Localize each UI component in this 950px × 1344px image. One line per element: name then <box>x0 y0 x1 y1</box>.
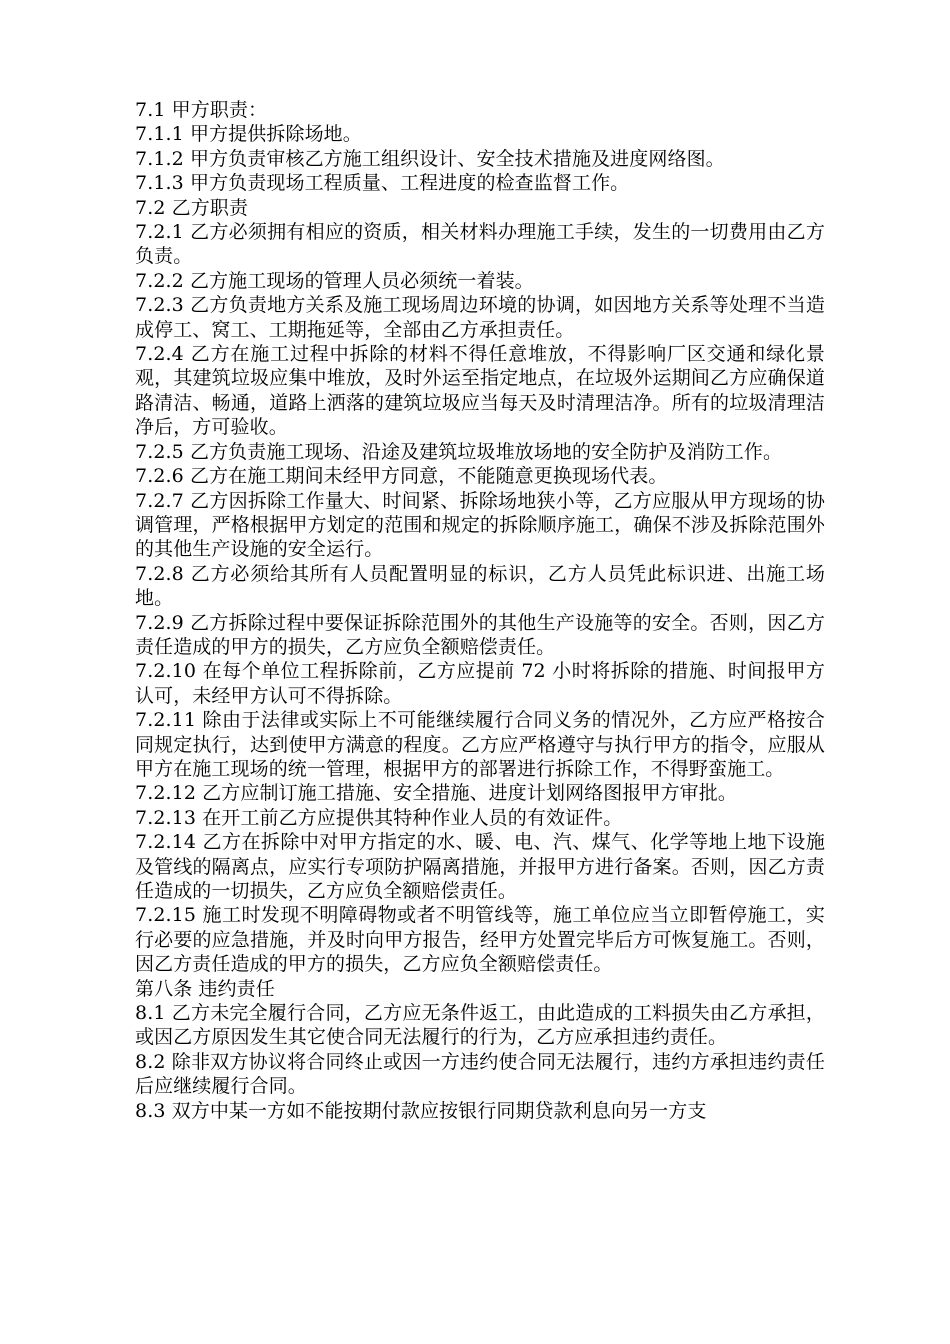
clause-7-1-1: 7.1.1 甲方提供拆除场地。 <box>135 123 362 146</box>
clause-7-1-3: 7.1.3 甲方负责现场工程质量、工程进度的检查监督工作。 <box>135 172 630 195</box>
clause-7-2-10: 7.2.10 在每个单位工程拆除前，乙方应提前 72 小时将拆除的措施、时间报甲方认可，未经甲方认可不得拆除。 <box>135 660 825 707</box>
clause-8-1: 8.1 乙方未完全履行合同，乙方应无条件返工，由此造成的工料损失由乙方承担，或因乙方原因发生其它使合同无法履行的行为，乙方应承担违约责任。 <box>135 1002 825 1049</box>
section-heading-7-1: 7.1 甲方职责： <box>135 99 268 121</box>
clause-7-2-2: 7.2.2 乙方施工现场的管理人员必须统一着装。 <box>135 269 534 292</box>
clause-7-2-5: 7.2.5 乙方负责施工现场、沿途及建筑垃圾堆放场地的安全防护及消防工作。 <box>135 440 783 463</box>
clause-7-2-4: 7.2.4 乙方在施工过程中拆除的材料不得任意堆放，不得影响厂区交通和绿化景观，其建筑垃圾应集中堆放，及时外运至指定地点，在垃圾外运期间乙方应确保道路清洁、畅通，道路上洒落的建筑垃圾应当每天及时清理洁净。所有的垃圾清理洁净后，方可验收。 <box>135 343 825 439</box>
clause-7-2-12: 7.2.12 乙方应制订施工措施、安全措施、进度计划网络图报甲方审批。 <box>135 782 737 805</box>
clause-7-2-1: 7.2.1 乙方必须拥有相应的资质，相关材料办理施工手续，发生的一切费用由乙方负责。 <box>135 221 825 268</box>
clause-7-2-6: 7.2.6 乙方在施工期间未经甲方同意，不能随意更换现场代表。 <box>135 465 668 488</box>
clause-7-2-3: 7.2.3 乙方负责地方关系及施工现场周边环境的协调，如因地方关系等处理不当造成停工、窝工、工期拖延等，全部由乙方承担责任。 <box>135 294 825 341</box>
document-body <box>135 98 825 1123</box>
clause-8-2: 8.2 除非双方协议将合同终止或因一方违约使合同无法履行，违约方承担违约责任后应继续履行合同。 <box>135 1050 825 1098</box>
article-heading-8: 第八条 违约责任 <box>135 977 275 1000</box>
clause-7-2-15: 7.2.15 施工时发现不明障碍物或者不明管线等，施工单位应当立即暂停施工，实行必要的应急措施，并及时向甲方报告，经甲方处置完毕后方可恢复施工。否则，因乙方责任造成的甲方的损失，乙方应负全额赔偿责任。 <box>135 904 825 976</box>
clause-7-1-2: 7.1.2 甲方负责审核乙方施工组织设计、安全技术措施及进度网络图。 <box>135 147 725 170</box>
clause-7-2-8: 7.2.8 乙方必须给其所有人员配置明显的标识，乙方人员凭此标识进、出施工场地。 <box>135 562 825 610</box>
section-heading-7-2: 7.2 乙方职责 <box>135 196 249 219</box>
clause-8-3: 8.3 双方中某一方如不能按期付款应按银行同期贷款利息向另一方支 <box>135 1099 707 1122</box>
clause-7-2-7: 7.2.7 乙方因拆除工作量大、时间紧、拆除场地狭小等，乙方应服从甲方现场的协调管理，严格根据甲方划定的范围和规定的拆除顺序施工，确保不涉及拆除范围外的其他生产设施的安全运行。 <box>135 489 825 561</box>
clause-7-2-14: 7.2.14 乙方在拆除中对甲方指定的水、暖、电、汽、煤气、化学等地上地下设施及管线的隔离点，应实行专项防护隔离措施，并报甲方进行备案。否则，因乙方责任造成的一切损失，乙方应负全额赔偿责任。 <box>135 831 825 902</box>
clause-7-2-11: 7.2.11 除由于法律或实际上不可能继续履行合同义务的情况外，乙方应严格按合同规定执行，达到使甲方满意的程度。乙方应严格遵守与执行甲方的指令，应服从甲方在施工现场的统一管理，根据甲方的部署进行拆除工作，不得野蛮施工。 <box>135 709 825 780</box>
clause-7-2-9: 7.2.9 乙方拆除过程中要保证拆除范围外的其他生产设施等的安全。否则，因乙方责任造成的甲方的损失，乙方应负全额赔偿责任。 <box>135 611 825 658</box>
clause-7-2-13: 7.2.13 在开工前乙方应提供其特种作业人员的有效证件。 <box>135 806 623 829</box>
